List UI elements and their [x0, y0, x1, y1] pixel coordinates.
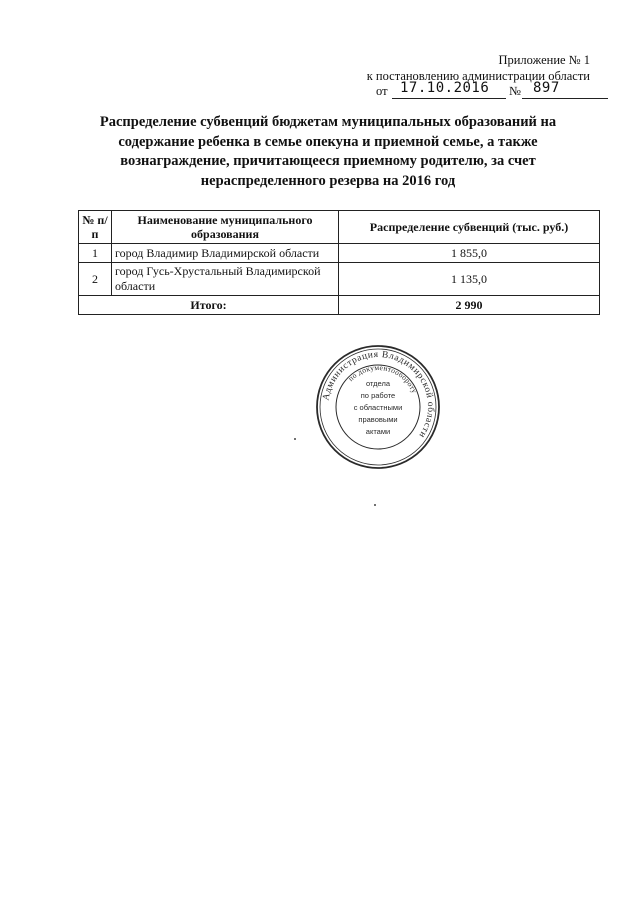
number-label: №	[509, 84, 521, 98]
stamp-center-line: отдела	[365, 379, 391, 388]
row-value: 1 855,0	[339, 244, 600, 263]
appendix-subtitle: к постановлению администрации области	[366, 69, 590, 83]
row-number: 2	[79, 263, 112, 296]
row-number: 1	[79, 244, 112, 263]
scan-speck	[294, 438, 296, 440]
date-value: 17.10.2016	[400, 80, 490, 96]
number-underline	[522, 98, 608, 99]
total-label: Итого:	[79, 296, 339, 315]
number-value: 897	[533, 80, 560, 96]
total-value: 2 990	[339, 296, 600, 315]
decree-reference	[376, 82, 608, 100]
stamp-ring-text: Администрация Владимирской области	[321, 349, 436, 440]
row-value: 1 135,0	[339, 263, 600, 296]
row-name: город Владимир Владимирской области	[112, 244, 339, 263]
official-stamp-seal	[315, 344, 441, 470]
stamp-center-line: правовыми	[358, 415, 398, 424]
table-row	[79, 263, 600, 296]
table-row	[79, 244, 600, 263]
table-header-row	[79, 211, 600, 244]
stamp-center-line: по работе	[360, 391, 396, 400]
header-name: Наименование муниципального образования	[112, 211, 339, 244]
appendix-title: Приложение № 1	[498, 53, 590, 67]
scan-speck	[374, 504, 376, 506]
document-title: Распределение субвенций бюджетам муниципальных образований на содержание ребенка в семье опекуна и приемной семье, а также вознаграждение, причитающееся приемному родителю, за счет нераспределенного резерва на 2016 год	[99, 114, 557, 189]
header-number: № п/п	[79, 211, 112, 244]
header-distribution: Распределение субвенций (тыс. руб.)	[339, 211, 600, 244]
distribution-table	[78, 210, 600, 315]
stamp-center-text	[354, 379, 403, 436]
stamp-center-line: с областными	[353, 403, 403, 412]
row-name: город Гусь-Хрустальный Владимирской области	[112, 263, 339, 296]
date-underline	[392, 98, 506, 99]
stamp-center-line: актами	[365, 427, 391, 436]
stamp-inner-ring-text: по документообороту	[346, 362, 420, 395]
date-label: от	[376, 84, 388, 98]
total-row	[79, 296, 600, 315]
